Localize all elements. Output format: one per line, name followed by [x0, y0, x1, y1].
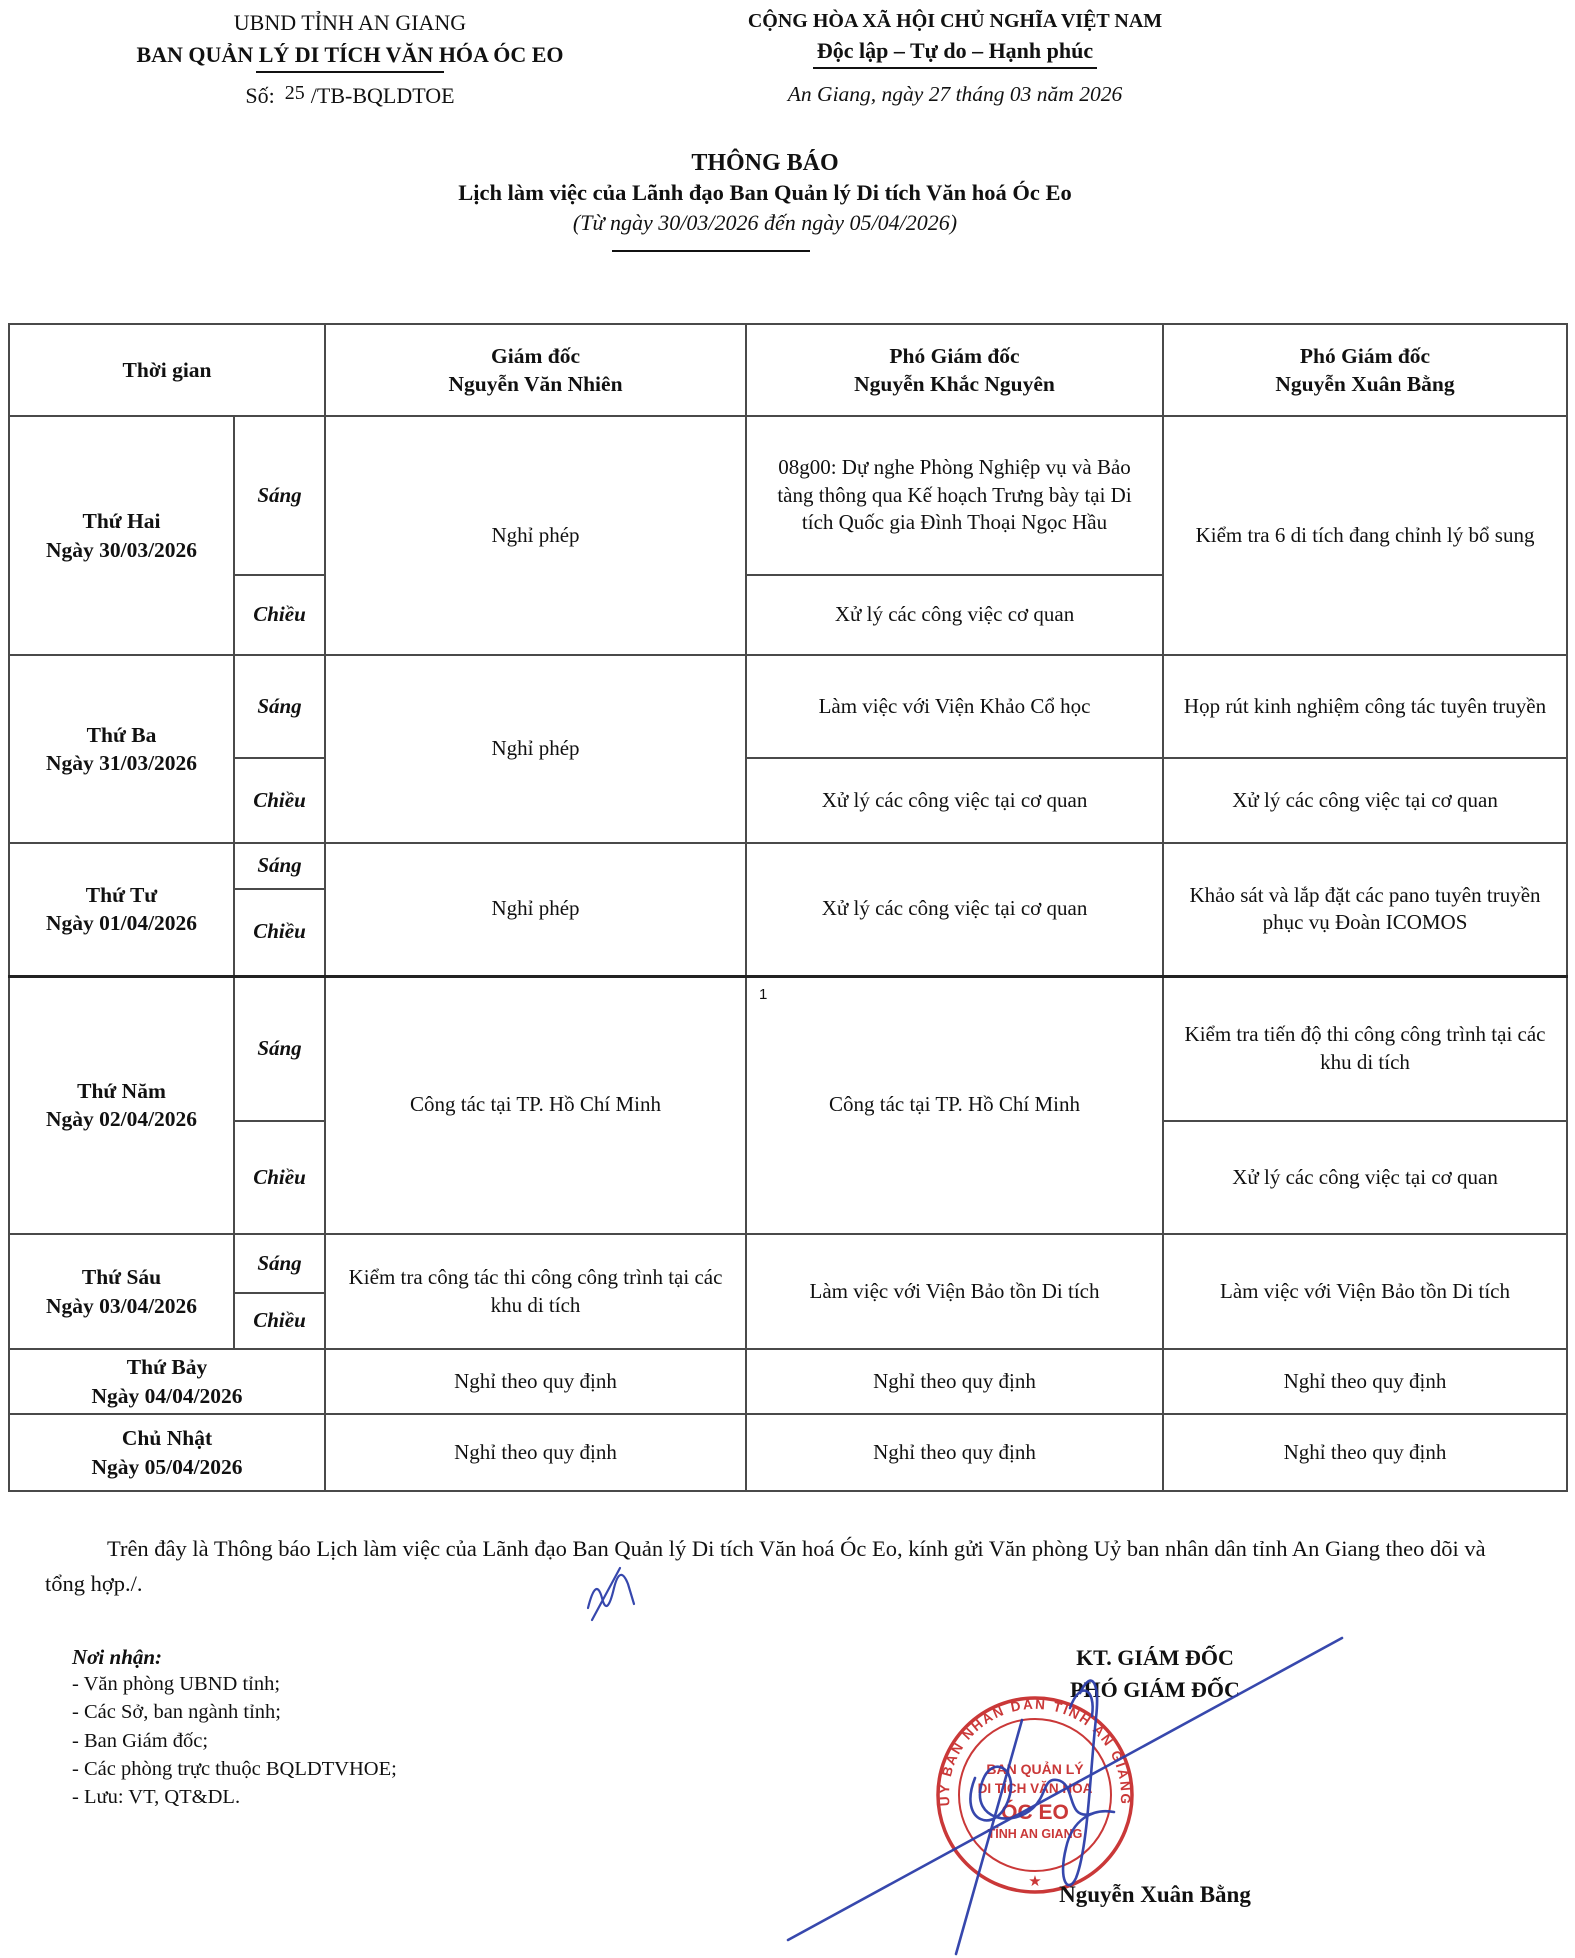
activity-cell: Xử lý các công việc tại cơ quan: [1163, 758, 1567, 843]
row-saturday: [9, 1349, 1567, 1414]
document-title: THÔNG BÁO: [691, 150, 839, 176]
activity-cell: Nghỉ phép: [325, 416, 746, 655]
recipient-item: - Các Sở, ban ngành tỉnh;: [72, 1701, 281, 1724]
recipient-item: - Các phòng trực thuộc BQLDTVHOE;: [72, 1757, 397, 1780]
activity-cell: Kiểm tra tiến độ thi công công trình tại các khu di tích: [1163, 976, 1567, 1121]
session-label: Chiều: [234, 889, 325, 976]
session-label: Sáng: [234, 843, 325, 889]
activity-cell: Nghỉ theo quy định: [746, 1349, 1163, 1414]
recipients-title: Nơi nhận:: [72, 1645, 163, 1669]
activity-cell: Xử lý các công việc tại cơ quan: [746, 843, 1163, 976]
column-header-deputy1: [746, 324, 1163, 416]
deputy1-title: Phó Giám đốc: [889, 343, 1020, 368]
place-dateline: An Giang, ngày 27 tháng 03 năm 2026: [787, 82, 1123, 106]
activity-cell: Làm việc với Viện Bảo tồn Di tích: [746, 1234, 1163, 1349]
session-label: Chiều: [234, 1121, 325, 1234]
date-range: (Từ ngày 30/03/2026 đến ngày 05/04/2026): [572, 210, 958, 235]
row-friday-morning: [9, 1234, 1567, 1293]
national-motto-line2: Độc lập – Tự do – Hạnh phúc: [813, 38, 1097, 69]
activity-cell: Họp rút kinh nghiệm công tác tuyên truyền: [1163, 655, 1567, 758]
activity-cell: Kiểm tra 6 di tích đang chỉnh lý bổ sung: [1163, 416, 1567, 655]
day-cell: Thứ Năm Ngày 02/04/2026: [9, 976, 234, 1234]
activity-cell: Xử lý các công việc tại cơ quan: [1163, 1121, 1567, 1234]
recipient-item: - Ban Giám đốc;: [72, 1729, 209, 1752]
paraph-mark: [576, 1558, 648, 1624]
document-number-suffix: /TB-BQLDTOE: [310, 83, 455, 108]
row-wednesday-morning: [9, 843, 1567, 889]
stamp-center-line2: DI TÍCH VĂN HÓA: [977, 1781, 1093, 1796]
signer-title-line1: KT. GIÁM ĐỐC: [1076, 1645, 1234, 1670]
activity-cell: Làm việc với Viện Bảo tồn Di tích: [1163, 1234, 1567, 1349]
day-cell: Chủ Nhật Ngày 05/04/2026: [9, 1414, 325, 1491]
day-cell: Thứ Tư Ngày 01/04/2026: [9, 843, 234, 976]
table-header-row: [9, 324, 1567, 416]
document-title-block: [0, 150, 1530, 236]
session-label: Sáng: [234, 1234, 325, 1293]
stamp-center-line4: TỈNH AN GIANG: [987, 1827, 1083, 1841]
schedule-table: [8, 323, 1568, 1492]
footnote-marker: 1: [759, 985, 768, 1003]
activity-cell: Công tác tại TP. Hồ Chí Minh: [325, 976, 746, 1234]
activity-cell: Nghỉ theo quy định: [746, 1414, 1163, 1491]
activity-cell: Làm việc với Viện Khảo Cổ học: [746, 655, 1163, 758]
row-monday-morning: [9, 416, 1567, 575]
activity-cell: 08g00: Dự nghe Phòng Nghiệp vụ và Bảo tàng thông qua Kế hoạch Trưng bày tại Di tích Quốc gia Đình Thoại Ngọc Hầu: [746, 416, 1163, 575]
session-label: Sáng: [234, 416, 325, 575]
deputy1-name: Nguyễn Khắc Nguyên: [854, 372, 1055, 396]
session-label: Chiều: [234, 575, 325, 655]
row-tuesday-afternoon: [9, 758, 1567, 843]
activity-cell: Nghỉ theo quy định: [1163, 1414, 1567, 1491]
national-motto-line1: CỘNG HÒA XÃ HỘI CHỦ NGHĨA VIỆT NAM: [747, 10, 1163, 32]
activity-cell: Nghỉ phép: [325, 655, 746, 843]
director-title: Giám đốc: [491, 343, 580, 368]
day-cell: Thứ Hai Ngày 30/03/2026: [9, 416, 234, 655]
national-header-block: [740, 10, 1170, 107]
activity-cell: Khảo sát và lắp đặt các pano tuyên truyền phục vụ Đoàn ICOMOS: [1163, 843, 1567, 976]
parent-org-name: UBND TỈNH AN GIANG: [233, 10, 467, 35]
day-cell: Thứ Bảy Ngày 04/04/2026: [9, 1349, 325, 1414]
column-header-deputy2: [1163, 324, 1567, 416]
signer-name: Nguyễn Xuân Bằng: [1059, 1882, 1251, 1907]
deputy2-title: Phó Giám đốc: [1299, 343, 1431, 368]
activity-cell: Xử lý các công việc cơ quan: [746, 575, 1163, 655]
recipients-block: [72, 1645, 492, 1811]
document-number: 25: [284, 82, 305, 104]
date-range-underline: [612, 250, 810, 252]
signer-title-line2: PHÓ GIÁM ĐỐC: [1070, 1677, 1240, 1702]
column-header-director: [325, 324, 746, 416]
recipient-item: - Văn phòng UBND tỉnh;: [72, 1673, 281, 1695]
activity-cell: Nghỉ theo quy định: [325, 1414, 746, 1491]
org-name: BAN QUẢN LÝ DI TÍCH VĂN HÓA ÓC EO: [136, 42, 564, 67]
activity-cell: Nghỉ phép: [325, 843, 746, 976]
session-label: Chiều: [234, 1293, 325, 1349]
row-sunday: [9, 1414, 1567, 1491]
stamp-center-line1: BAN QUẢN LÝ: [986, 1761, 1084, 1777]
row-tuesday-morning: [9, 655, 1567, 758]
activity-cell: Xử lý các công việc tại cơ quan: [746, 758, 1163, 843]
document-number-label: Số:: [245, 83, 275, 108]
org-name-underline: [256, 71, 444, 73]
deputy2-name: Nguyễn Xuân Bằng: [1275, 372, 1455, 396]
activity-cell: Kiểm tra công tác thi công công trình tại các khu di tích: [325, 1234, 746, 1349]
document-number-line: [110, 83, 590, 109]
activity-cell: 1 Công tác tại TP. Hồ Chí Minh: [746, 976, 1163, 1234]
session-label: Sáng: [234, 655, 325, 758]
day-cell: Thứ Ba Ngày 31/03/2026: [9, 655, 234, 843]
day-cell: Thứ Sáu Ngày 03/04/2026: [9, 1234, 234, 1349]
session-label: Sáng: [234, 976, 325, 1121]
document-subtitle: Lịch làm việc của Lãnh đạo Ban Quản lý Di tích Văn hoá Óc Eo: [458, 180, 1072, 205]
director-name: Nguyễn Văn Nhiên: [448, 372, 623, 396]
stamp-ring-text: UỶ BAN NHÂN DÂN TỈNH AN GIANG: [936, 1696, 1134, 1807]
issuing-org-block: [110, 10, 590, 109]
closing-paragraph: Trên đây là Thông báo Lịch làm việc của Lãnh đạo Ban Quản lý Di tích Văn hoá Óc Eo, kính gửi Văn phòng Uỷ ban nhân dân tỉnh An Giang theo dõi và tổng hợp./.: [45, 1536, 1486, 1596]
session-label: Chiều: [234, 758, 325, 843]
row-thursday-morning: [9, 976, 1567, 1121]
stamp-star-icon: ★: [1028, 1874, 1042, 1890]
stamp-center-line3: ÓC EO: [1001, 1801, 1069, 1824]
activity-cell: Nghỉ theo quy định: [325, 1349, 746, 1414]
recipient-item: - Lưu: VT, QT&DL.: [72, 1786, 241, 1809]
activity-cell: Nghỉ theo quy định: [1163, 1349, 1567, 1414]
column-header-time: Thời gian: [9, 324, 325, 416]
